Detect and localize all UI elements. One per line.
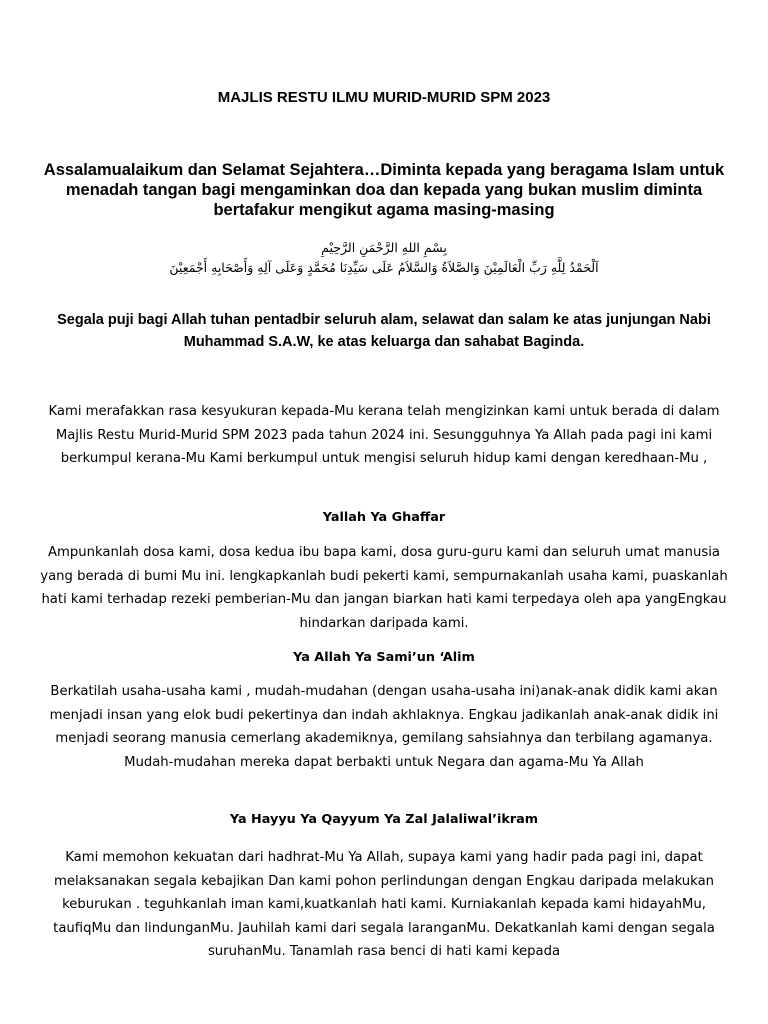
section-heading-ghaffar: Yallah Ya Ghaffar xyxy=(322,510,446,525)
document-title: MAJLIS RESTU ILMU MURID-MURID SPM 2023 xyxy=(217,89,551,106)
arabic-praise-line: اَلْحَمْدُ لِلَّهِ رَبِّ الْعَالَمِيْنَ وَالصَّلاَةُ وَالسَّلاَمُ عَلَى سَيِّدِنَا مُحَمَّدٍ وَعَلَى آلِهِ وَأَصْحَابِهِ أَجْمَعِيْنَ xyxy=(169,260,599,275)
gratitude-paragraph: Kami merafakkan rasa kesyukuran kepada-Mu kerana telah mengizinkan kami untuk berada di dalam Majlis Restu Murid-Murid SPM 2023 pada tahun 2024 ini. Sesungguhnya Ya Allah pada pagi ini kami berkumpul kerana-Mu Kami berkumpul untuk mengisi seluruh hidup kami dengan keredhaan-Mu , xyxy=(48,404,720,466)
blessing-paragraph: Berkatilah usaha-usaha kami , mudah-mudahan (dengan usaha-usaha ini)anak-anak didik kami akan menjadi insan yang elok budi pekertinya dan indah akhlaknya. Engkau jadikanlah anak-anak didik ini menjadi seorang manusia cemerlang akademiknya, gemilang sahsiahnya dan terbilang agamanya. Mudah-mudahan mereka dapat berbakti untuk Negara dan agama-Mu Ya Allah xyxy=(49,684,719,770)
praise-paragraph: Segala puji bagi Allah tuhan pentadbir seluruh alam, selawat dan salam ke atas junjungan Nabi Muhammad S.A.W, ke atas keluarga dan sahabat Baginda. xyxy=(57,312,711,350)
section-heading-sami-alim: Ya Allah Ya Sami’un ‘Alim xyxy=(293,650,475,665)
basmalah-line: بِسْمِ اللهِ الرَّحْمَنِ الرَّحِيْمِ xyxy=(321,240,447,255)
intro-paragraph: Assalamualaikum dan Selamat Sejahtera…Diminta kepada yang beragama Islam untuk menadah tangan bagi mengaminkan doa dan kepada yang bukan muslim diminta bertafakur mengikut agama masing-masing xyxy=(43,161,725,219)
forgiveness-paragraph: Ampunkanlah dosa kami, dosa kedua ibu bapa kami, dosa guru-guru kami dan seluruh umat manusia yang berada di bumi Mu ini. lengkapkanlah budi pekerti kami, sempurnakanlah usaha kami, puaskanlah hati kami terhadap rezeki pemberian-Mu dan jangan biarkan hati kami terpedaya oleh apa yangEngkau hindarkan daripada kami. xyxy=(40,545,728,631)
strength-paragraph: Kami memohon kekuatan dari hadhrat-Mu Ya Allah, supaya kami yang hadir pada pagi ini, dapat melaksanakan segala kebajikan Dan kami pohon perlindungan dengan Engkau daripada melakukan keburukan . teguhkanlah iman kami,kuatkanlah hati kami. Kurniakanlah kepada kami hidayahMu, taufiqMu dan lindunganMu. Jauhilah kami dari segala laranganMu. Dekatkanlah kami dengan segala suruhanMu. Tanamlah rasa benci di hati kami kepada xyxy=(53,850,715,959)
section-heading-hayyu-qayyum: Ya Hayyu Ya Qayyum Ya Zal Jalaliwal’ikram xyxy=(229,812,539,827)
